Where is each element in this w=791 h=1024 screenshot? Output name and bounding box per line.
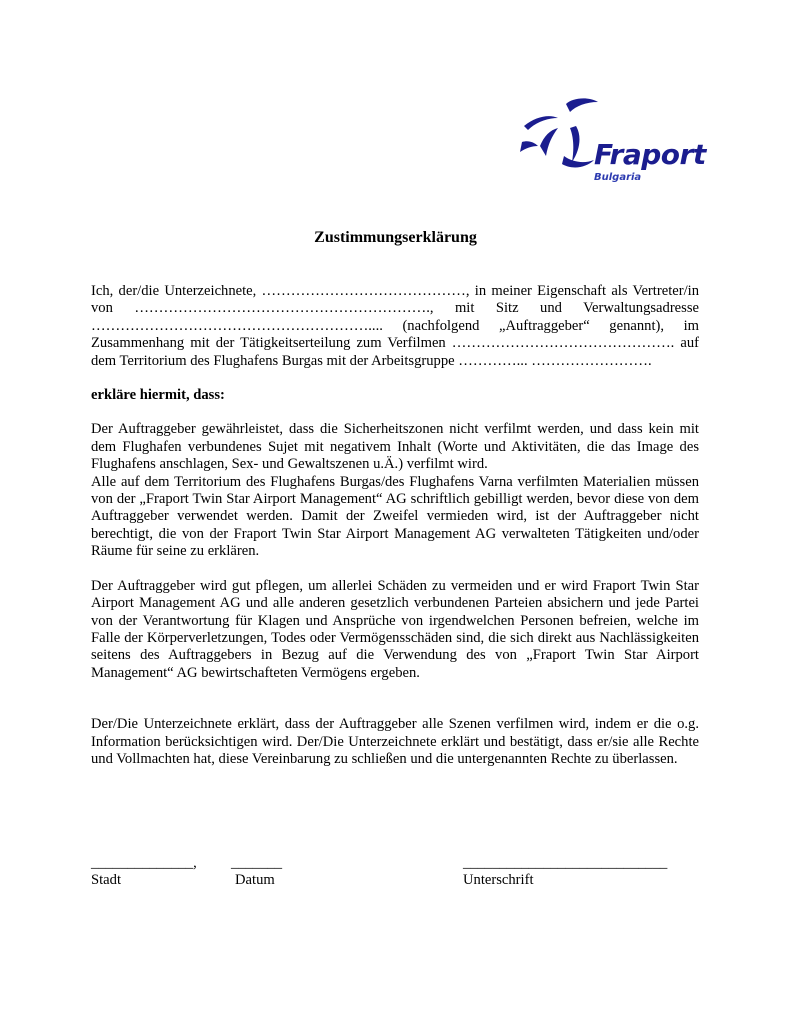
signature-label: Unterschrift — [463, 872, 534, 888]
paragraph-materials-approval: Alle auf dem Territorium des Flughafens Burgas/des Flughafens Varna verfilmten Materialien müssen von der „Fraport Twin Star Airport Management“ AG schriftlich gebilligt werden, bevor diese von dem Auftraggeber verwendet werden. Damit der Zweifel vermieden wird, ist der Auftraggeber nicht berechtigt, die von der Fraport Twin Star Airport Management AG verwalteten Tätigkeiten und/oder Räume für seine zu erklären. — [91, 473, 699, 560]
declaration-heading: erkläre hiermit, dass: — [91, 387, 225, 404]
date-label: Datum — [235, 872, 275, 888]
document-body — [91, 283, 699, 768]
city-label: Stadt — [91, 872, 121, 888]
signature-line: ____________________________ — [463, 855, 668, 871]
intro-paragraph: Ich, der/die Unterzeichnete, ……………………………………, in meiner Eigenschaft als Vertreter/in von ……………………………………………………., mit Sitz und Verwaltungsadresse ………………………………………………….... (nachfolgend „Auftraggeber“ genannt), im Zusammenhang mit der Tätigkeitserteilung zum Verfilmen ………………………………………. auf dem Territorium des Flughafens Burgas mit der Arbeitsgruppe …………... ……………………. — [91, 283, 699, 369]
star-swoosh-icon — [514, 96, 604, 176]
paragraph-liability: Der Auftraggeber wird gut pflegen, um allerlei Schäden zu vermeiden und er wird Fraport Twin Star Airport Management AG und alle anderen gesetzlich verbundenen Parteien absichern und jede Partei von der Verantwortung für Klagen und Ansprüche von irgendwelchen Personen befreien, welche im Falle der Körperverletzungen, Todes oder Vermögensschäden sind, die sich direkt aus Nachlässigkeiten seitens des Auftraggebers in Bezug auf die Verwendung des von „Fraport Twin Star Airport Management“ AG bewirtschafteten Vermögens ergeben. — [91, 577, 699, 681]
fraport-logo — [514, 96, 706, 192]
date-signature-line: _______ — [231, 855, 283, 871]
paragraph-security-zones: Der Auftraggeber gewährleistet, dass die Sicherheitszonen nicht verfilmt werden, und dass kein mit dem Flughafen verbundenes Sujet mit negativem Inhalt (Worte und Aktivitäten, die das Image des Flughafens anschlagen, Sex- und Gewaltszenen u.Ä.) verfilmt wird. — [91, 421, 699, 473]
logo-subtitle: Bulgaria — [594, 172, 642, 183]
document-title: Zustimmungserklärung — [314, 229, 477, 246]
city-signature-line: ______________, — [91, 855, 197, 871]
paragraph-rights: Der/Die Unterzeichnete erklärt, dass der Auftraggeber alle Szenen verfilmen wird, indem er die o.g. Information berücksichtigen wird. Der/Die Unterzeichnete erklärt und bestätigt, dass er/sie alle Rechte und Vollmachten hat, diese Vereinbarung zu schließen und die untergenannten Rechte zu überlassen. — [91, 716, 699, 767]
logo-wordmark: Fraport — [594, 138, 706, 171]
